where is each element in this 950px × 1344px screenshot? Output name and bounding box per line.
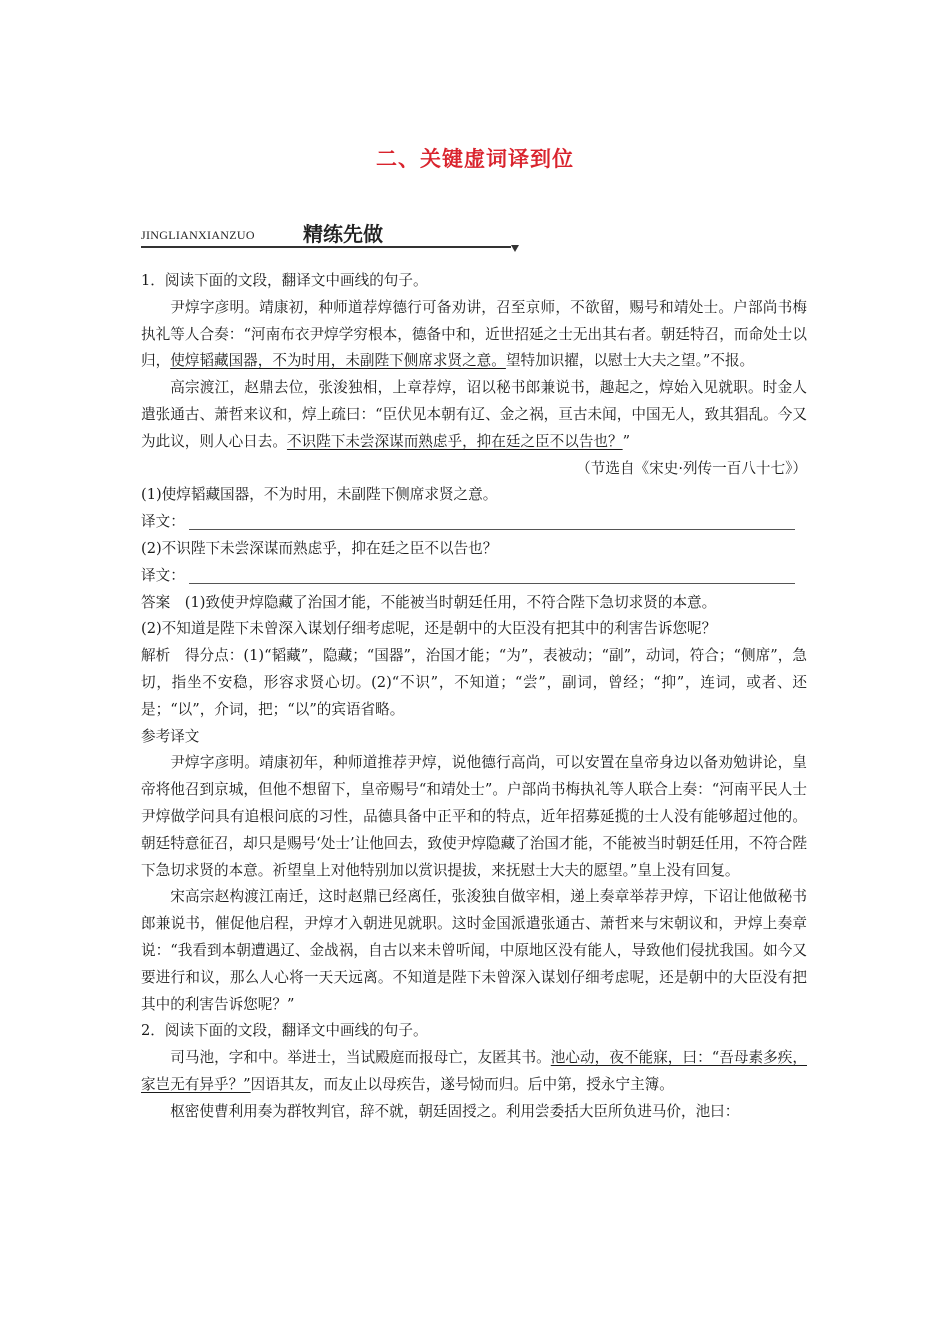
reference-translation-label: 参考译文 bbox=[141, 727, 200, 745]
passage-1-paragraph-2: 高宗渡江，赵鼎去位，张浚独相，上章荐焞，诏以秘书郎兼说书，趣起之，焞始入见就职。时金人遣张通古、萧哲来议和，焞上疏曰：“臣伏见本朝有辽、金之祸，亘古未闻，中国无人，致其猖乱。今又为此议，则人心日去。不识陛下未尝深谋而熟虑乎，抑在廷之臣不以告也？” bbox=[141, 379, 807, 450]
underlined-sentence-1: 使焞韬藏国器，不为时用，未副陛下侧席求贤之意。 bbox=[170, 352, 506, 370]
section-divider bbox=[141, 246, 511, 248]
question-1-prompt: 1．阅读下面的文段，翻译文中画线的句子。 bbox=[141, 272, 428, 289]
reference-translation-paragraph-1: 尹焞字彦明。靖康初年，种师道推荐尹焞，说他德行高尚，可以安置在皇帝身边以备劝勉讲论，皇帝将他召到京城，但他不想留下，皇帝赐号“和靖处士”。户部尚书梅执礼等人联合上奏：“河南平民人士尹焞做学问具有追根问底的习性，品德具备中正平和的特点，近年招募延揽的士人没有能够超过他的。朝廷特意征召，却只是赐号‘处士’让他回去，致使尹焞隐藏了治国才能，不能被当时朝廷任用，不符合陛下急切求贤的本意。祈望皇上对他特别加以赏识提拔，来抚慰士大夫的愿望。”皇上没有回复。 bbox=[141, 754, 808, 879]
section-pinyin: JINGLIANXIANZUO bbox=[141, 228, 255, 242]
passage-2-paragraph-1: 司马池，字和中。举进士，当试殿庭而报母亡，友匿其书。池心动，夜不能寐，曰：“吾母素多疾，家岂无有异乎？”因语其友，而友止以母疾告，遂号恸而归。后中第，授永宁主簿。 bbox=[141, 1049, 807, 1093]
passage-1-paragraph-1: 尹焞字彦明。靖康初，种师道荐焞德行可备劝讲，召至京师，不欲留，赐号和靖处士。户部尚书梅执礼等人合奏：“河南布衣尹焞学穷根本，德备中和，近世招延之士无出其右者。朝廷特召，而命处士以归，使焞韬藏国器，不为时用，未副陛下侧席求贤之意。望特加识擢，以慰士大夫之望。”不报。 bbox=[141, 298, 807, 370]
translation-line-2: 译文： bbox=[141, 563, 807, 590]
question-2-prompt: 2．阅读下面的文段，翻译文中画线的句子。 bbox=[141, 1022, 428, 1040]
document-body bbox=[141, 268, 807, 1126]
section-name: 精练先做 bbox=[303, 222, 383, 246]
underlined-sentence-2: 不识陛下未尝深谋而熟虑乎，抑在廷之臣不以告也？ bbox=[286, 432, 623, 450]
page-title: 二、关键虚词译到位 bbox=[376, 147, 574, 171]
sentence-2: (2)不识陛下未尝深谋而熟虑乎，抑在廷之臣不以告也？ bbox=[141, 539, 498, 557]
answer-1: 答案 (1)致使尹焞隐藏了治国才能，不能被当时朝廷任用，不符合陛下急切求贤的本意。 bbox=[141, 593, 717, 611]
section-header bbox=[141, 218, 519, 254]
sentence-1: (1)使焞韬藏国器，不为时用，未副陛下侧席求贤之意。 bbox=[141, 486, 498, 504]
passage-source: （节选自《宋史·列传一百八十七》） bbox=[576, 459, 807, 477]
arrow-down-icon bbox=[511, 245, 519, 252]
passage-2-paragraph-2: 枢密使曹利用奏为群牧判官，辞不就，朝廷固授之。利用尝委括大臣所负进马价，池曰： bbox=[170, 1102, 740, 1120]
answer-blank[interactable] bbox=[189, 512, 795, 530]
analysis: 解析 得分点：(1)“韬藏”，隐藏；“国器”，治国才能；“为”，表被动；“副”，动词，符合；“侧席”，急切，指坐不安稳，形容求贤心切。(2)“不识”，不知道；“尝”，副词，曾经；“抑”，连词，或者、还是；“以”，介词，把；“以”的宾语省略。 bbox=[141, 647, 807, 718]
answer-blank[interactable] bbox=[189, 566, 795, 584]
reference-translation-paragraph-2: 宋高宗赵构渡江南迁，这时赵鼎已经离任，张浚独自做宰相，递上奏章举荐尹焞，下诏让他做秘书郎兼说书，催促他启程，尹焞才入朝进见就职。这时金国派遣张通古、萧哲来与宋朝议和，尹焞上奏章说：“我看到本朝遭遇辽、金战祸，自古以来未曾听闻，中原地区没有能人，导致他们侵扰我国。如今又要进行和议，那么人心将一天天远离。不知道是陛下未曾深入谋划仔细考虑呢，还是朝中的大臣没有把其中的利害告诉您呢？” bbox=[141, 888, 807, 1013]
translation-line-1: 译文： bbox=[141, 509, 807, 536]
answer-2: (2)不知道是陛下未曾深入谋划仔细考虑呢，还是朝中的大臣没有把其中的利害告诉您呢？ bbox=[141, 620, 717, 638]
underlined-sentence-3: 池心动，夜不能寐，曰：“吾母素多疾，家岂无有异乎？” bbox=[141, 1049, 807, 1093]
